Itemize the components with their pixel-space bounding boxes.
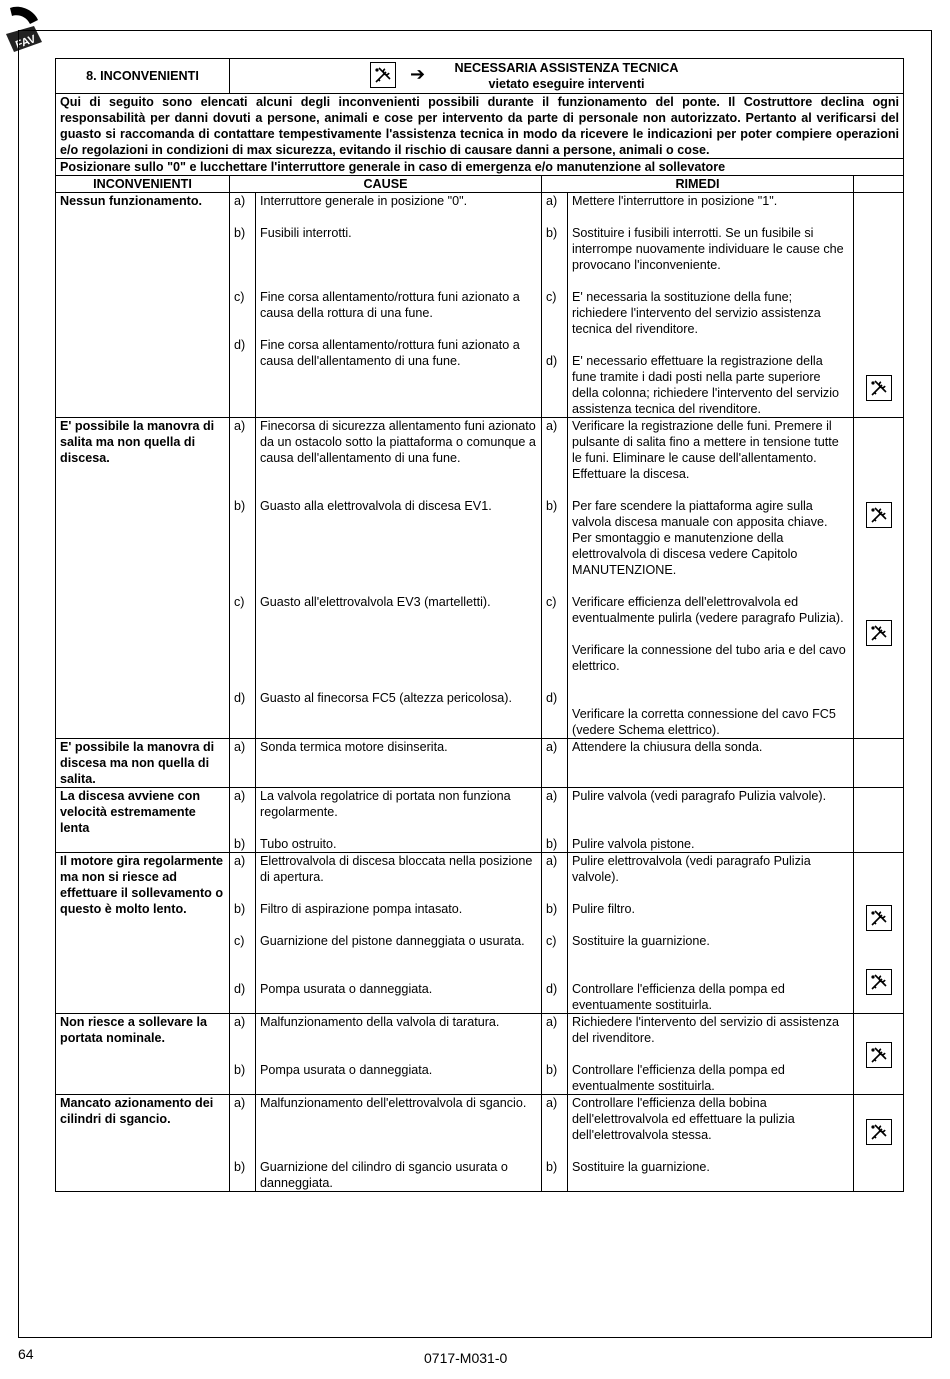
remedy-letters: a) b) — [542, 1014, 568, 1095]
remedy-texts: Pulire elettrovalvola (vedi paragrafo Pulizia valvole). Pulire filtro. Sostituire la guarnizione. Controllare l'efficienza della pompa ed eventuamente sostituirla. — [568, 853, 854, 1014]
technician-wrench-icon — [866, 620, 892, 646]
technician-wrench-icon — [370, 62, 396, 88]
technical-assistance-notice — [230, 59, 904, 94]
troubleshooting-table — [55, 58, 904, 1192]
arrow-right-icon: ➔ — [410, 64, 426, 84]
technician-wrench-icon — [866, 1119, 892, 1145]
notice-line1: NECESSARIA ASSISTENZA TECNICA — [454, 61, 679, 75]
problem-cell: Il motore gira regolarmente ma non si riesce ad effettuare il sollevamento o questo è molto lento. — [56, 853, 230, 1014]
remedy-letters: a) — [542, 739, 568, 788]
icon-cell — [854, 853, 904, 1014]
icon-cell — [854, 418, 904, 739]
remedy-letters: a) b) c) d) — [542, 853, 568, 1014]
problem-cell: E' possibile la manovra di salita ma non quella di discesa. — [56, 418, 230, 739]
cause-texts: La valvola regolatrice di portata non funziona regolarmente. Tubo ostruito. — [256, 788, 542, 853]
column-header-icons — [854, 176, 904, 193]
remedy-letters: a) b) — [542, 1095, 568, 1192]
table-row — [56, 418, 904, 739]
column-header-problems: INCONVENIENTI — [56, 176, 230, 193]
remedy-texts: Verificare la registrazione delle funi. Premere il pulsante di salita fino a mettere in tensione tutte le funi. Eliminare le cause dell'allentamento. Effettuare la discesa. Per fare scendere la piattaforma agire sulla valvola discesa manuale con apposita chiave. Per smontaggio e manutenzione della elettrovalvola di discesa vedere Capitolo MANUTENZIONE. Verificare efficienza dell'elettrovalvola ed eventualmente pulirla (vedere paragrafo Pulizia). Verificare la connessione del tubo aria e del cavo elettrico. Verificare la corretta connessione del cavo FC5 (vedere Schema elettrico). — [568, 418, 854, 739]
cause-texts: Sonda termica motore disinserita. — [256, 739, 542, 788]
remedy-texts: Mettere l'interruttore in posizione "1". Sostituire i fusibili interrotti. Se un fusibile si interrompe nuovamente individuare le cause che provocano l'inconveniente. E' necessaria la sostituzione della fune; richiedere l'intervento del servizio assistenza tecnica del rivenditore. E' necessario effettuare la registrazione della fune tramite i dadi posti nella parte superiore della colonna; richiedere l'intervento del servizio assistenza tecnica del rivenditore. — [568, 193, 854, 418]
technician-wrench-icon — [866, 905, 892, 931]
warning-line: Posizionare sullo "0" e lucchettare l'interruttore generale in caso di emergenza e/o manutenzione al sollevatore — [56, 159, 904, 176]
cause-texts: Malfunzionamento dell'elettrovalvola di sgancio. Guarnizione del cilindro di sgancio usurata o danneggiata. — [256, 1095, 542, 1192]
table-row — [56, 1014, 904, 1095]
column-header-causes: CAUSE — [230, 176, 542, 193]
remedy-texts: Attendere la chiusura della sonda. — [568, 739, 854, 788]
cause-letters: a) b) c) d) — [230, 853, 256, 1014]
cause-letters: a) — [230, 739, 256, 788]
technician-wrench-icon — [866, 375, 892, 401]
table-row — [56, 853, 904, 1014]
remedy-letters: a) b) — [542, 788, 568, 853]
icon-cell — [854, 739, 904, 788]
problem-cell: La discesa avviene con velocità estremamente lenta — [56, 788, 230, 853]
cause-letters: a) b) — [230, 788, 256, 853]
remedy-texts: Controllare l'efficienza della bobina dell'elettrovalvola ed effettuare la pulizia dell'elettrovalvola stessa. Sostituire la guarnizione. — [568, 1095, 854, 1192]
problem-cell: Non riesce a sollevare la portata nominale. — [56, 1014, 230, 1095]
problem-cell: Mancato azionamento dei cilindri di sgancio. — [56, 1095, 230, 1192]
page-number: 64 — [18, 1346, 34, 1362]
icon-cell — [854, 1095, 904, 1192]
icon-cell — [854, 788, 904, 853]
column-header-remedies: RIMEDI — [542, 176, 854, 193]
section-title: 8. INCONVENIENTI — [56, 59, 230, 94]
cause-letters: a) b) c) d) — [230, 418, 256, 739]
svg-text:FAV: FAV — [14, 33, 38, 52]
cause-texts: Malfunzionamento della valvola di taratura. Pompa usurata o danneggiata. — [256, 1014, 542, 1095]
cause-texts: Interruttore generale in posizione "0". Fusibili interrotti. Fine corsa allentamento/rottura funi azionato a causa della rottura di una fune. Fine corsa allentamento/rottura funi azionato a causa dell'allentamento di una fune. — [256, 193, 542, 418]
cause-letters: a) b) — [230, 1095, 256, 1192]
problem-cell: E' possibile la manovra di discesa ma non quella di salita. — [56, 739, 230, 788]
table-row — [56, 788, 904, 853]
table-row — [56, 739, 904, 788]
table-row — [56, 193, 904, 418]
remedy-texts: Richiedere l'intervento del servizio di assistenza del rivenditore. Controllare l'efficienza della pompa ed eventualmente sostituirla. — [568, 1014, 854, 1095]
document-code: 0717-M031-0 — [424, 1350, 508, 1366]
remedy-letters: a) b) c) d) — [542, 193, 568, 418]
remedy-letters: a) b) c) d) — [542, 418, 568, 739]
cause-letters: a) b) c) d) — [230, 193, 256, 418]
icon-cell — [854, 1014, 904, 1095]
notice-line2: vietato eseguire interventi — [488, 77, 645, 91]
problem-cell: Nessun funzionamento. — [56, 193, 230, 418]
cause-texts: Elettrovalvola di discesa bloccata nella posizione di apertura. Filtro di aspirazione pompa intasato. Guarnizione del pistone danneggiata o usurata. Pompa usurata o danneggiata. — [256, 853, 542, 1014]
intro-paragraph: Qui di seguito sono elencati alcuni degli inconvenienti possibili durante il funzionamento del ponte. Il Costruttore declina ogni responsabilità per danni dovuti a persone, animali e cose per intervento da parte di personale non autorizzato. Pertanto al verificarsi del guasto si raccomanda di contattare tempestivamente l'assistenza tecnica in modo da ricevere le indicazioni per poter compiere operazioni e/o regolazioni in condizioni di max sicurezza, evitando il rischio di causare danni a persone, animali o cose. — [56, 94, 904, 159]
technician-wrench-icon — [866, 1042, 892, 1068]
technician-wrench-icon — [866, 502, 892, 528]
cause-texts: Finecorsa di sicurezza allentamento funi azionato da un ostacolo sotto la piattaforma o comunque a causa dell'allentamento di una fune. Guasto alla elettrovalvola di discesa EV1. Guasto all'elettrovalvola EV3 (martelletti). Guasto al finecorsa FC5 (altezza pericolosa). — [256, 418, 542, 739]
technician-wrench-icon — [866, 969, 892, 995]
table-row — [56, 1095, 904, 1192]
cause-letters: a) b) — [230, 1014, 256, 1095]
icon-cell — [854, 193, 904, 418]
remedy-texts: Pulire valvola (vedi paragrafo Pulizia valvole). Pulire valvola pistone. — [568, 788, 854, 853]
